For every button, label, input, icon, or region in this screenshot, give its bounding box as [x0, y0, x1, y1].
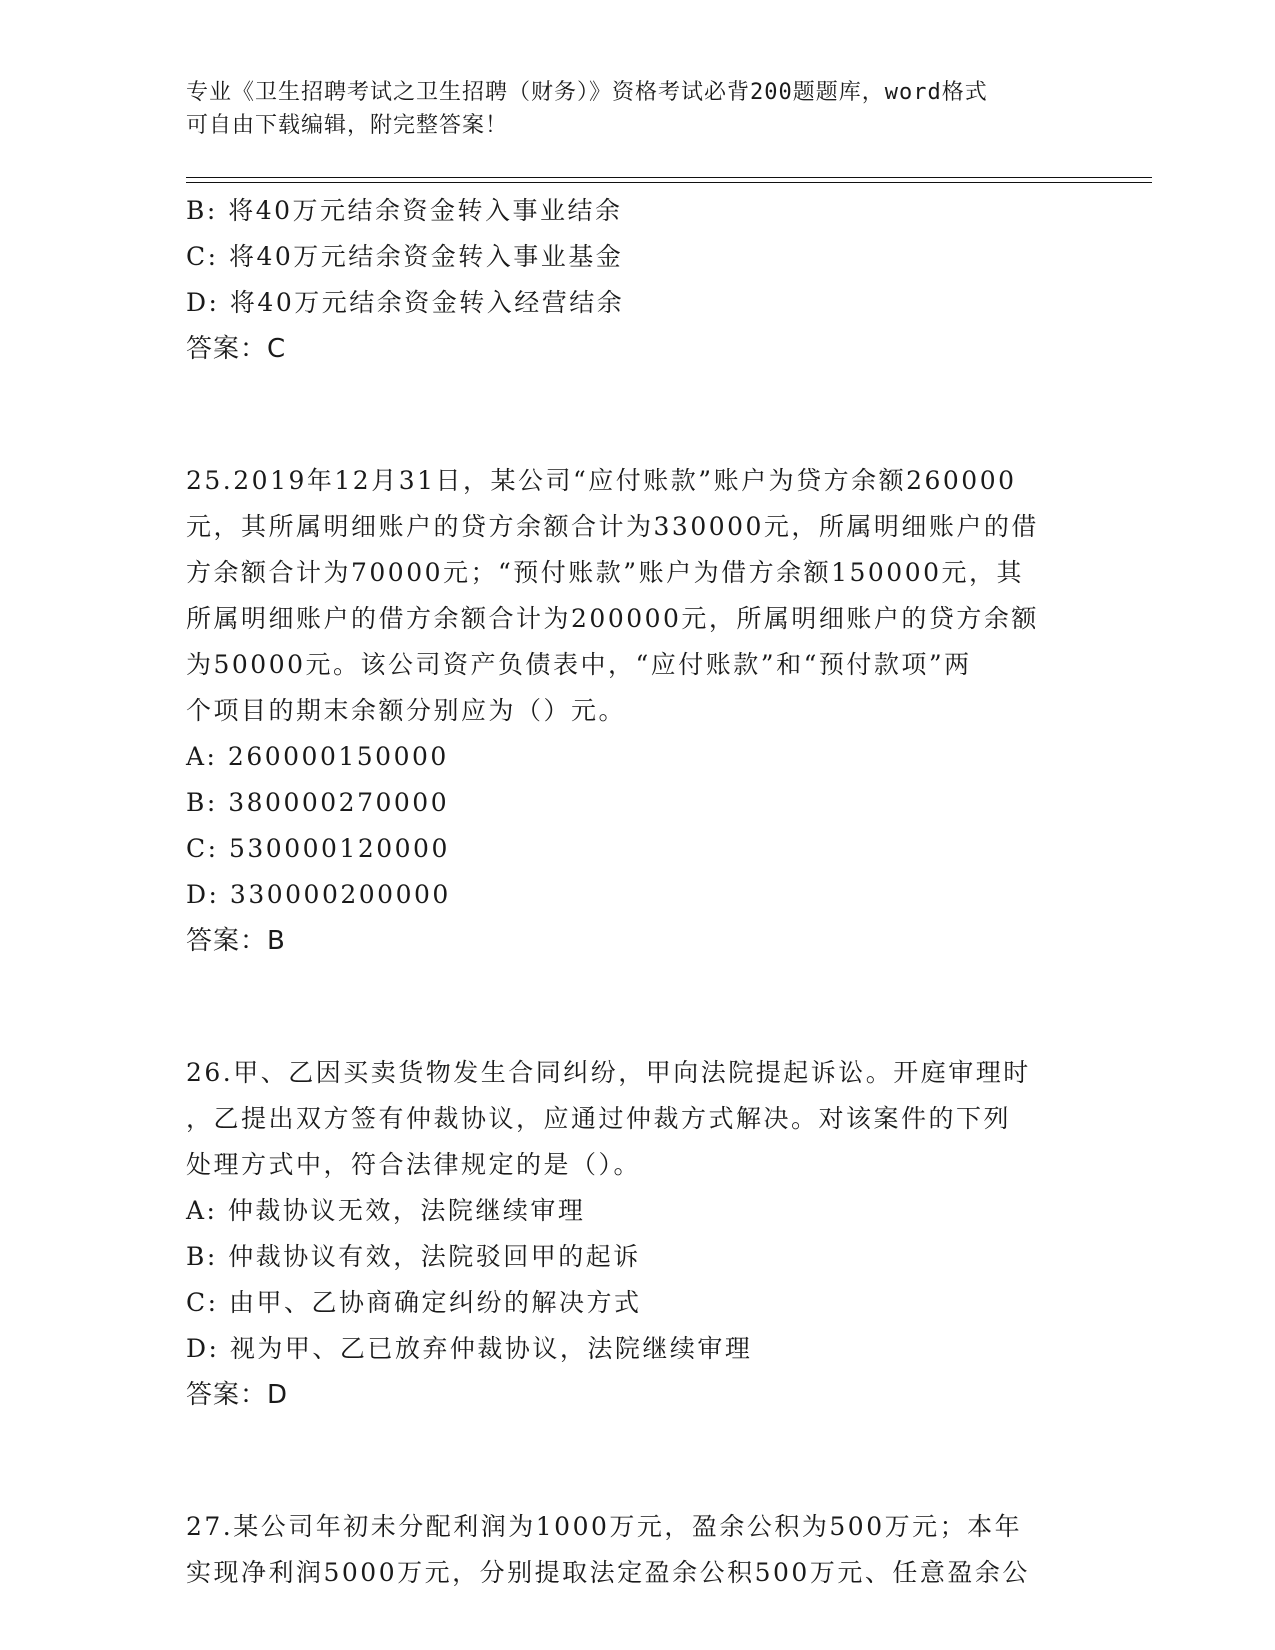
question-25: [186, 458, 1076, 964]
option-d: D: 将40万元结余资金转入经营结余: [186, 288, 625, 317]
header-title-line-2: 可自由下载编辑，附完整答案！: [186, 113, 509, 138]
option-a: A: 仲裁协议无效，法院继续审理: [186, 1196, 586, 1225]
document-header: [186, 76, 1066, 142]
option-b: B: 380000270000: [186, 788, 450, 817]
question-stem-line: 为50000元。该公司资产负债表中，“应付账款”和“预付款项”两: [186, 650, 972, 679]
option-c: C: 将40万元结余资金转入事业基金: [186, 242, 624, 271]
header-title-line-1: 专业《卫生招聘考试之卫生招聘（财务）》资格考试必背200题题库，word格式: [186, 80, 988, 105]
question-stem-line: 27.某公司年初未分配利润为1000万元，盈余公积为500万元；本年: [186, 1512, 1023, 1541]
question-content: [186, 188, 1076, 1596]
question-stem-line: 26.甲、乙因买卖货物发生合同纠纷，甲向法院提起诉讼。开庭审理时: [186, 1058, 1031, 1087]
option-b: B: 仲裁协议有效，法院驳回甲的起诉: [186, 1242, 641, 1271]
answer-line: 答案：D: [186, 1380, 289, 1410]
option-d: D: 330000200000: [186, 880, 451, 909]
question-stem-line: 元，其所属明细账户的贷方余额合计为330000元，所属明细账户的借: [186, 512, 1039, 541]
option-c: C: 由甲、乙协商确定纠纷的解决方式: [186, 1288, 642, 1317]
answer-line: 答案：C: [186, 334, 287, 364]
question-24-tail: [186, 188, 1076, 372]
question-stem-line: 实现净利润5000万元，分别提取法定盈余公积500万元、任意盈余公: [186, 1558, 1030, 1587]
question-stem-line: ，乙提出双方签有仲裁协议，应通过仲裁方式解决。对该案件的下列: [186, 1104, 1012, 1133]
header-divider: [186, 182, 1152, 183]
option-a: A: 260000150000: [186, 742, 449, 771]
header-divider: [186, 177, 1152, 178]
option-c: C: 530000120000: [186, 834, 450, 863]
question-stem-line: 个项目的期末余额分别应为（）元。: [186, 696, 627, 725]
question-stem-line: 处理方式中，符合法律规定的是（）。: [186, 1150, 642, 1179]
answer-line: 答案：B: [186, 926, 286, 956]
question-stem-line: 25.2019年12月31日，某公司“应付账款”账户为贷方余额260000: [186, 466, 1017, 495]
option-d: D: 视为甲、乙已放弃仲裁协议，法院继续审理: [186, 1334, 753, 1363]
question-stem-line: 方余额合计为70000元；“预付账款”账户为借方余额150000元，其: [186, 558, 1025, 587]
option-b: B: 将40万元结余资金转入事业结余: [186, 196, 623, 225]
question-26: [186, 1050, 1076, 1418]
question-27: [186, 1504, 1076, 1596]
question-stem-line: 所属明细账户的借方余额合计为200000元，所属明细账户的贷方余额: [186, 604, 1039, 633]
